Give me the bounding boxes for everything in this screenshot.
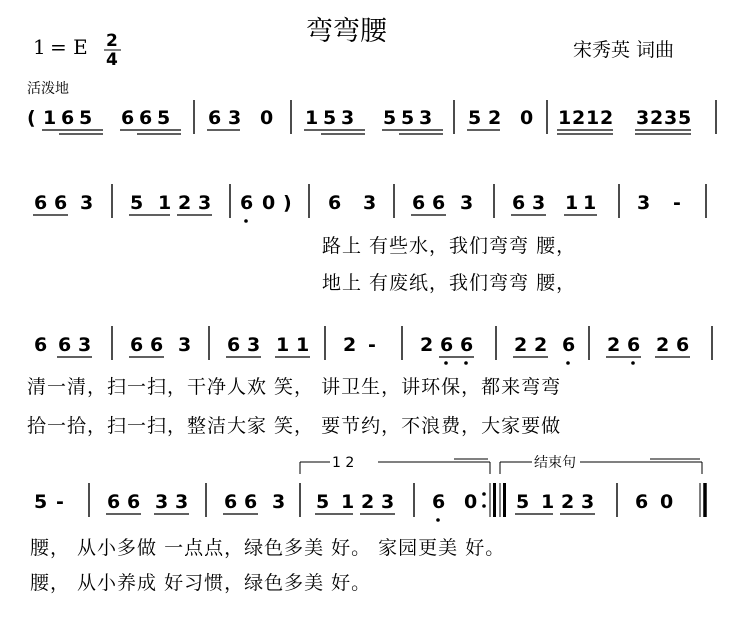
system-3: [27, 326, 712, 437]
note: 3: [78, 334, 92, 356]
note: 5: [516, 491, 530, 513]
note: 2: [561, 491, 575, 513]
note: 0: [464, 491, 478, 513]
note: 6: [562, 334, 576, 356]
note: 2: [656, 334, 670, 356]
note: 1: [341, 491, 355, 513]
note: 6: [150, 334, 164, 356]
dash: -: [56, 491, 64, 513]
note: 1: [558, 107, 572, 129]
note: 1: [43, 107, 57, 129]
volta-label: 结束句: [534, 455, 576, 471]
system-4: [30, 454, 705, 594]
note: 1: [276, 334, 290, 356]
volta-label: 1 2: [332, 455, 355, 471]
lyric-verse-1: 清一清，扫一扫，干净人欢 笑， 讲卫生，讲环保，都来弯弯: [27, 376, 562, 398]
note: 6: [432, 491, 446, 513]
note: 6: [635, 491, 649, 513]
note: 1: [158, 192, 172, 214]
note: 3: [664, 107, 678, 129]
note: 2: [600, 107, 614, 129]
note: 0: [660, 491, 674, 513]
time-numerator: 2: [106, 31, 118, 51]
song-title: 弯弯腰: [306, 16, 387, 47]
note: 6: [224, 491, 238, 513]
note: 6: [244, 491, 258, 513]
note: 1: [541, 491, 555, 513]
note: 6: [107, 491, 121, 513]
note: 3: [341, 107, 355, 129]
note: 3: [381, 491, 395, 513]
note: 3: [637, 192, 651, 214]
note: 6: [240, 192, 254, 214]
lyric-verse-1: 路上 有些水，我们弯弯 腰，: [322, 235, 577, 257]
note: 3: [272, 491, 286, 513]
lyric-verse-2: 拾一拾，扫一扫，整洁大家 笑， 要节约，不浪费，大家要做: [27, 415, 562, 437]
note: 5: [468, 107, 482, 129]
lyric-verse-2: 腰， 从小养成 好习惯，绿色多美 好。: [30, 572, 372, 594]
note: 3: [228, 107, 242, 129]
note: 5: [383, 107, 397, 129]
note: 3: [247, 334, 261, 356]
note: 5: [130, 192, 144, 214]
note: 3: [178, 334, 192, 356]
note: 1: [586, 107, 600, 129]
note: 5: [79, 107, 93, 129]
note: 5: [157, 107, 171, 129]
note: 3: [419, 107, 433, 129]
note: 5: [34, 491, 48, 513]
note: 5: [323, 107, 337, 129]
note: 6: [139, 107, 153, 129]
note: 3: [532, 192, 546, 214]
note: 6: [130, 334, 144, 356]
note: 6: [34, 334, 48, 356]
note: 0: [262, 192, 276, 214]
note: 5: [316, 491, 330, 513]
dash: -: [673, 192, 681, 214]
note: 6: [121, 107, 135, 129]
open-paren: (: [27, 107, 36, 129]
note: 2: [534, 334, 548, 356]
system-2: [33, 184, 706, 294]
key-name: = E: [50, 35, 88, 59]
note: 6: [460, 334, 474, 356]
note: 3: [198, 192, 212, 214]
final-barline: [700, 483, 705, 517]
note: 1: [305, 107, 319, 129]
note: 5: [401, 107, 415, 129]
repeat-end-barline: [482, 483, 494, 517]
note: 6: [412, 192, 426, 214]
note: 3: [155, 491, 169, 513]
note: 6: [440, 334, 454, 356]
note: 1: [583, 192, 597, 214]
note: 6: [58, 334, 72, 356]
note: 3: [460, 192, 474, 214]
note: 2: [650, 107, 664, 129]
note: 6: [34, 192, 48, 214]
key-signature: [33, 31, 121, 70]
note: 6: [432, 192, 446, 214]
close-paren: ): [283, 192, 292, 214]
tempo-marking: 活泼地: [27, 81, 69, 97]
note: 2: [607, 334, 621, 356]
note: 3: [80, 192, 94, 214]
note: 2: [178, 192, 192, 214]
note: 2: [488, 107, 502, 129]
note: 2: [572, 107, 586, 129]
note: 3: [581, 491, 595, 513]
volta-ending: [500, 454, 702, 474]
note: 3: [636, 107, 650, 129]
note: 2: [420, 334, 434, 356]
lyric-verse-2: 地上 有废纸，我们弯弯 腰，: [322, 272, 577, 294]
note: 6: [227, 334, 241, 356]
note: 6: [61, 107, 75, 129]
note: 6: [627, 334, 641, 356]
note: 2: [343, 334, 357, 356]
note: 6: [328, 192, 342, 214]
note: 6: [127, 491, 141, 513]
system-1: [27, 100, 716, 134]
lyric-verse-1: 腰， 从小多做 一点点，绿色多美 好。 家园更美 好。: [30, 537, 506, 559]
note: 0: [520, 107, 534, 129]
note: 5: [678, 107, 692, 129]
dash: -: [368, 334, 376, 356]
note: 3: [363, 192, 377, 214]
note: 2: [514, 334, 528, 356]
volta-1-2: [300, 455, 490, 474]
note: 1: [296, 334, 310, 356]
key-degree: 1: [33, 35, 46, 59]
composer-credit: 宋秀英 词曲: [573, 39, 675, 61]
note: 2: [361, 491, 375, 513]
note: 6: [208, 107, 222, 129]
time-denominator: 4: [106, 50, 118, 70]
note: 1: [565, 192, 579, 214]
note: 6: [676, 334, 690, 356]
note: 6: [54, 192, 68, 214]
note: 3: [175, 491, 189, 513]
note: 6: [512, 192, 526, 214]
note: 0: [260, 107, 274, 129]
